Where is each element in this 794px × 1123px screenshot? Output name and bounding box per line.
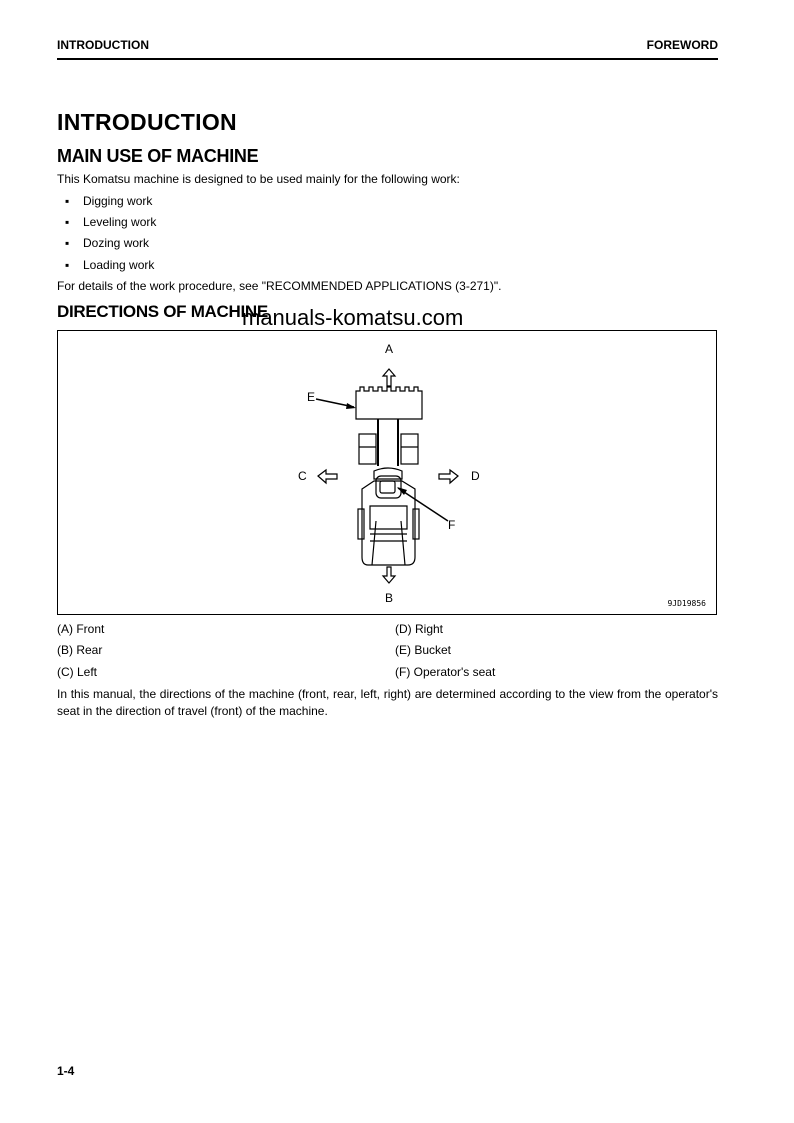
directions-heading: DIRECTIONS OF MACHINE bbox=[57, 302, 268, 321]
label-e: E bbox=[307, 390, 316, 404]
list-item: ▪ Digging work bbox=[65, 194, 153, 208]
label-c: C bbox=[298, 469, 307, 483]
main-use-heading: MAIN USE OF MACHINE bbox=[57, 146, 259, 166]
caption-rear: (B) Rear bbox=[57, 643, 103, 657]
list-item: ▪ Loading work bbox=[65, 258, 155, 272]
list-item: ▪ Leveling work bbox=[65, 215, 157, 229]
bullet-icon: ▪ bbox=[65, 215, 70, 229]
label-b: B bbox=[385, 591, 394, 605]
header-section: INTRODUCTION bbox=[57, 38, 149, 52]
watermark: manuals-komatsu.com bbox=[242, 305, 464, 330]
caption-front: (A) Front bbox=[57, 622, 105, 636]
label-d: D bbox=[471, 469, 480, 483]
bullet-icon: ▪ bbox=[65, 194, 70, 208]
caption-left: (C) Left bbox=[57, 665, 98, 679]
page-title: INTRODUCTION bbox=[57, 109, 237, 135]
wheel-loader-top-view-icon bbox=[58, 331, 716, 614]
list-item: ▪ Dozing work bbox=[65, 236, 150, 250]
reference-text: For details of the work procedure, see "RECOMMENDED APPLICATIONS (3-271)". bbox=[57, 279, 502, 293]
directions-description: In this manual, the directions of the machine (front, rear, left, right) are determined according to the view from the operator's seat in the direction of travel (front) of the machine. bbox=[57, 687, 718, 718]
header-chapter: FOREWORD bbox=[646, 38, 718, 52]
label-f: F bbox=[448, 518, 456, 532]
caption-operator-seat: (F) Operator's seat bbox=[395, 665, 496, 679]
figure-id: 9JD19856 bbox=[667, 599, 706, 608]
caption-right: (D) Right bbox=[395, 622, 444, 636]
page-header bbox=[57, 38, 718, 60]
caption-bucket: (E) Bucket bbox=[395, 643, 452, 657]
label-a: A bbox=[385, 342, 394, 356]
bullet-icon: ▪ bbox=[65, 258, 70, 272]
machine-directions-figure bbox=[57, 330, 717, 615]
main-use-intro: This Komatsu machine is designed to be used mainly for the following work: bbox=[57, 172, 460, 186]
bullet-icon: ▪ bbox=[65, 236, 70, 250]
page-number: 1-4 bbox=[57, 1064, 75, 1078]
